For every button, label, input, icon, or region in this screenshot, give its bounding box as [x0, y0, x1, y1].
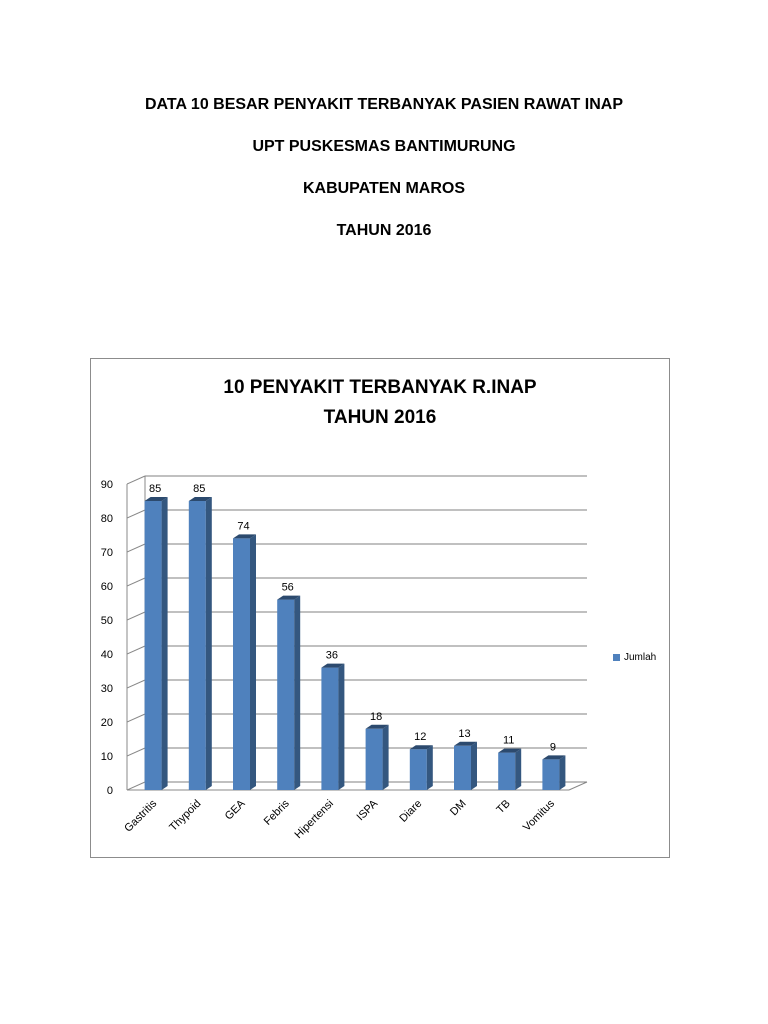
data-label: 13 [458, 727, 471, 740]
y-tick-label: 40 [100, 649, 113, 661]
bar-chart [91, 359, 669, 857]
bar-front [277, 600, 294, 790]
document-title-line-2: UPT PUSKESMAS BANTIMURUNG [252, 138, 516, 155]
chart-legend [613, 652, 656, 663]
data-label: 18 [369, 710, 383, 723]
gridline-depth [127, 714, 145, 722]
y-tick-label: 10 [100, 751, 113, 763]
bar-front [366, 729, 383, 790]
y-tick-label: 70 [100, 547, 113, 559]
document-title-line-1: DATA 10 BESAR PENYAKIT TERBANYAK PASIEN RAWAT INAP [145, 96, 623, 113]
gridline-depth [127, 544, 145, 552]
gridline-depth [127, 646, 145, 654]
gridline-depth [127, 748, 145, 756]
bar-side [294, 596, 300, 790]
bar-side [162, 497, 168, 790]
gridline-depth [127, 680, 145, 688]
x-tick-label: ISPA [354, 797, 381, 824]
gridline-depth [127, 510, 145, 518]
document-title-line-4: TAHUN 2016 [336, 222, 432, 239]
x-tick-label: GEA [222, 797, 248, 823]
bar-front [410, 749, 427, 790]
data-label: 85 [193, 483, 206, 495]
bar-front [542, 759, 559, 790]
legend-swatch [613, 654, 620, 661]
y-tick-label: 0 [106, 785, 113, 797]
y-tick-label: 30 [100, 683, 113, 695]
x-tick-label: Hipertensi [292, 797, 337, 842]
data-label: 9 [549, 741, 556, 754]
document-title-line-3: KABUPATEN MAROS [302, 180, 466, 197]
floor-side-edge [569, 782, 587, 790]
x-tick-label: TB [494, 797, 513, 817]
x-tick-label: Gastritis [122, 797, 160, 835]
data-label: 74 [237, 520, 250, 533]
data-label: 12 [414, 731, 427, 744]
data-label: 36 [325, 649, 339, 662]
gridline-depth [127, 578, 145, 586]
bar-side [338, 664, 344, 790]
x-tick-label: Febris [261, 797, 292, 828]
y-tick-label: 90 [100, 479, 113, 491]
y-tick-label: 20 [100, 717, 113, 729]
chart-frame [90, 358, 670, 858]
gridline-depth [127, 612, 145, 620]
gridline-depth [127, 476, 145, 484]
x-tick-label: Thypoid [167, 797, 204, 834]
y-tick-label: 60 [100, 581, 113, 593]
x-tick-label: DM [448, 797, 469, 819]
bar-side [515, 749, 521, 790]
bar-side [471, 742, 477, 790]
bar-front [233, 538, 250, 790]
bar-front [145, 501, 162, 790]
chart-title-line-1: 10 PENYAKIT TERBANYAK R.INAP [223, 377, 537, 398]
chart-title-line-2: TAHUN 2016 [323, 407, 437, 428]
bar-side [559, 755, 565, 790]
x-tick-label: Diare [397, 797, 425, 825]
data-label: 56 [281, 581, 294, 594]
data-label: 11 [502, 734, 515, 747]
bar-front [498, 753, 515, 790]
bar-side [383, 725, 389, 790]
data-label: 85 [148, 483, 162, 495]
y-tick-label: 80 [100, 513, 113, 525]
bar-side [250, 534, 256, 790]
bar-side [427, 745, 433, 790]
x-tick-label: Vomitus [520, 797, 558, 834]
bar-front [189, 501, 206, 790]
bar-front [321, 668, 338, 790]
bar-front [454, 746, 471, 790]
gridline-depth [127, 782, 145, 790]
y-tick-label: 50 [100, 615, 113, 627]
legend-label: Jumlah [624, 652, 657, 663]
bar-side [206, 497, 212, 790]
